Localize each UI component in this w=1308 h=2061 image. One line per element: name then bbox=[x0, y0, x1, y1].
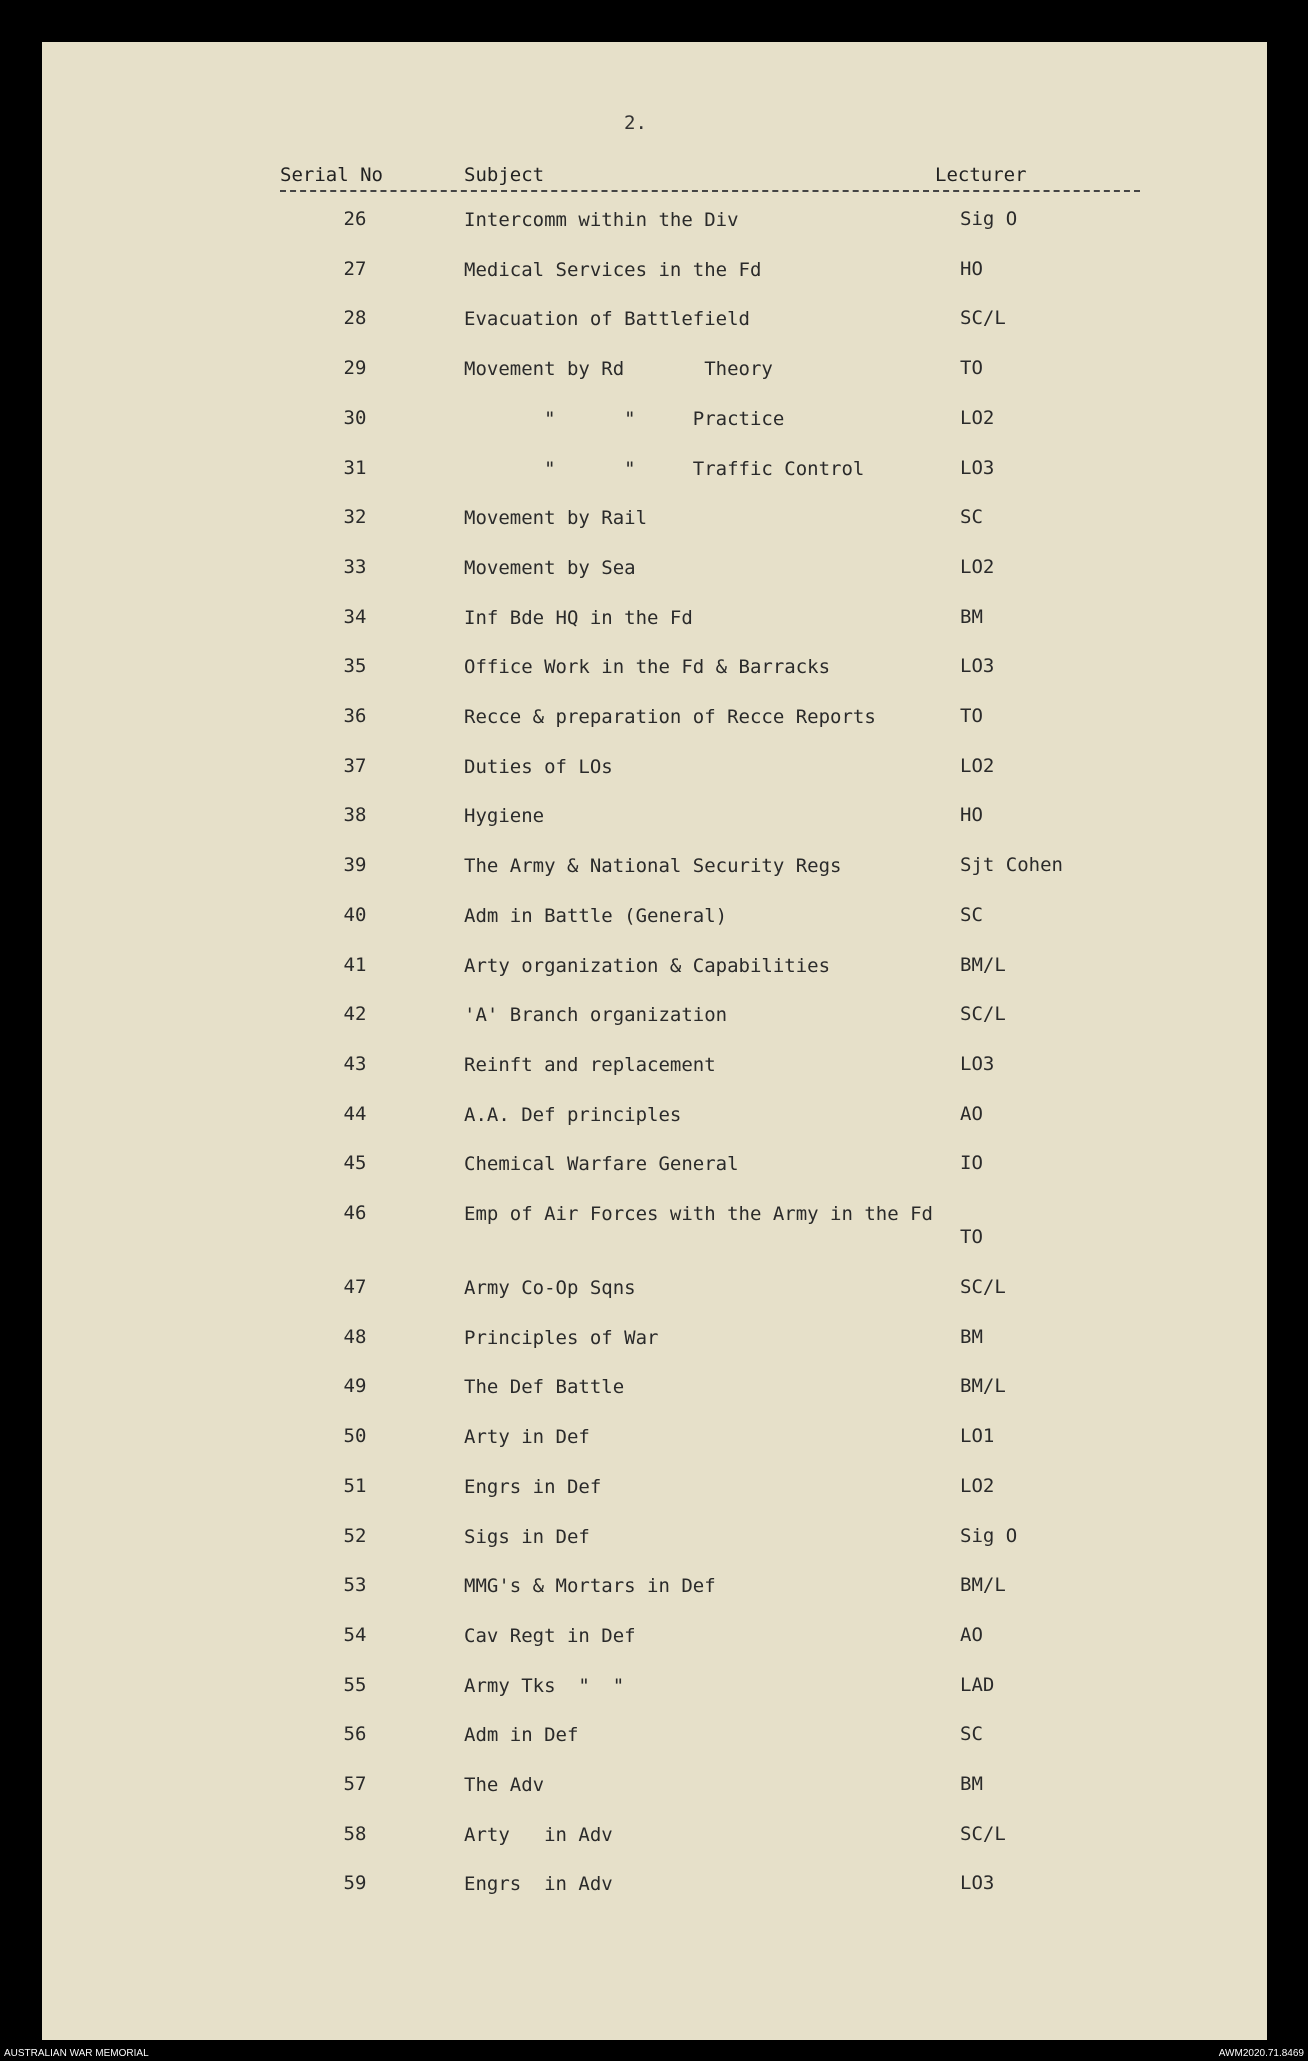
subject: Arty organization & Capabilities bbox=[464, 954, 831, 977]
subject: Medical Services in the Fd bbox=[464, 258, 762, 281]
subject: Evacuation of Battlefield bbox=[464, 308, 750, 331]
serial-number: 47 bbox=[343, 1276, 367, 1298]
serial-number: 55 bbox=[343, 1673, 367, 1696]
subject: Army Co-Op Sqns bbox=[464, 1277, 636, 1299]
serial-number: 41 bbox=[343, 953, 367, 976]
subject: Duties of LOs bbox=[464, 755, 613, 778]
lecturer: SC/L bbox=[960, 307, 1006, 330]
lecturer: LO2 bbox=[960, 1474, 995, 1497]
lecturer: SC bbox=[960, 903, 983, 926]
lecturer: TO bbox=[960, 705, 983, 727]
lecturer: BM/L bbox=[960, 1375, 1006, 1398]
header-serial: Serial No bbox=[280, 164, 383, 186]
lecturer: LO3 bbox=[960, 1872, 995, 1895]
serial-number: 56 bbox=[343, 1723, 367, 1746]
serial-number: 32 bbox=[343, 506, 367, 529]
header-rule bbox=[280, 190, 1140, 192]
subject: Arty in Adv bbox=[464, 1823, 613, 1846]
lecturer: LO3 bbox=[960, 655, 995, 678]
serial-number: 50 bbox=[343, 1425, 367, 1448]
header-subject: Subject bbox=[464, 164, 545, 186]
page-number: 2. bbox=[624, 112, 647, 134]
serial-number: 53 bbox=[343, 1574, 367, 1597]
serial-number: 54 bbox=[343, 1623, 367, 1646]
lecturer: HO bbox=[960, 804, 983, 827]
serial-number: 31 bbox=[343, 456, 367, 479]
serial-number: 57 bbox=[343, 1773, 367, 1795]
lecturer: BM bbox=[960, 1773, 983, 1795]
serial-number: 44 bbox=[343, 1102, 367, 1125]
subject: Emp of Air Forces with the Army in the Fd bbox=[464, 1203, 933, 1225]
serial-number: 46 bbox=[343, 1202, 367, 1224]
lecturer: TO bbox=[960, 1226, 983, 1248]
serial-number: 43 bbox=[343, 1052, 367, 1075]
subject: Arty in Def bbox=[464, 1426, 590, 1449]
footer-institution: AUSTRALIAN WAR MEMORIAL bbox=[4, 2048, 149, 2059]
lecturer: BM/L bbox=[960, 953, 1006, 976]
subject: Inf Bde HQ in the Fd bbox=[464, 606, 693, 629]
serial-number: 42 bbox=[343, 1003, 367, 1026]
lecturer: LO3 bbox=[960, 1052, 995, 1075]
serial-number: 45 bbox=[343, 1152, 367, 1175]
lecturer: LO1 bbox=[960, 1425, 995, 1448]
subject: The Adv bbox=[464, 1774, 545, 1796]
lecturer: Sig O bbox=[960, 208, 1018, 230]
subject: Movement by Sea bbox=[464, 556, 636, 579]
lecturer: LO2 bbox=[960, 555, 995, 578]
serial-number: 37 bbox=[343, 754, 367, 777]
subject: The Def Battle bbox=[464, 1376, 625, 1399]
serial-number: 38 bbox=[343, 804, 367, 827]
subject: Intercomm within the Div bbox=[464, 209, 739, 231]
header-lecturer: Lecturer bbox=[935, 164, 1027, 186]
serial-number: 52 bbox=[343, 1524, 367, 1547]
serial-number: 35 bbox=[343, 655, 367, 678]
serial-number: 26 bbox=[343, 208, 367, 230]
subject: Principles of War bbox=[464, 1326, 659, 1349]
subject: Movement by Rail bbox=[464, 507, 648, 530]
serial-number: 36 bbox=[343, 705, 367, 727]
document-page bbox=[42, 42, 1267, 2040]
lecturer: Sig O bbox=[960, 1524, 1018, 1547]
serial-number: 30 bbox=[343, 406, 367, 429]
serial-number: 58 bbox=[343, 1822, 367, 1845]
serial-number: 39 bbox=[343, 854, 367, 877]
subject: Office Work in the Fd & Barracks bbox=[464, 656, 831, 679]
lecturer: LO2 bbox=[960, 406, 995, 429]
lecturer: LO2 bbox=[960, 754, 995, 777]
serial-number: 34 bbox=[343, 605, 367, 628]
lecturer: AO bbox=[960, 1623, 983, 1646]
lecturer: IO bbox=[960, 1152, 983, 1175]
subject: Engrs in Adv bbox=[464, 1873, 613, 1896]
subject: Reinft and replacement bbox=[464, 1053, 716, 1076]
serial-number: 49 bbox=[343, 1375, 367, 1398]
subject: Army Tks " " bbox=[464, 1674, 625, 1697]
lecturer: SC/L bbox=[960, 1822, 1006, 1845]
subject: Adm in Battle (General) bbox=[464, 904, 728, 927]
subject: Recce & preparation of Recce Reports bbox=[464, 706, 876, 728]
subject: Cav Regt in Def bbox=[464, 1624, 636, 1647]
lecturer: BM bbox=[960, 1325, 983, 1348]
lecturer: TO bbox=[960, 357, 983, 380]
subject: Adm in Def bbox=[464, 1724, 579, 1747]
lecturer: SC bbox=[960, 506, 983, 529]
serial-number: 59 bbox=[343, 1872, 367, 1895]
subject: " " Practice bbox=[464, 407, 785, 430]
serial-number: 51 bbox=[343, 1474, 367, 1497]
serial-number: 33 bbox=[343, 555, 367, 578]
lecturer: SC/L bbox=[960, 1276, 1006, 1298]
subject: Engrs in Def bbox=[464, 1475, 602, 1498]
lecturer: SC bbox=[960, 1723, 983, 1746]
subject: MMG's & Mortars in Def bbox=[464, 1575, 716, 1598]
lecturer: AO bbox=[960, 1102, 983, 1125]
serial-number: 48 bbox=[343, 1325, 367, 1348]
subject: Movement by Rd Theory bbox=[464, 358, 773, 381]
subject: Hygiene bbox=[464, 805, 545, 828]
lecturer: Sjt Cohen bbox=[960, 854, 1063, 877]
lecturer: SC/L bbox=[960, 1003, 1006, 1026]
serial-number: 27 bbox=[343, 257, 367, 280]
lecturer: HO bbox=[960, 257, 983, 280]
lecturer: BM/L bbox=[960, 1574, 1006, 1597]
subject: Chemical Warfare General bbox=[464, 1153, 739, 1176]
serial-number: 40 bbox=[343, 903, 367, 926]
subject: A.A. Def principles bbox=[464, 1103, 682, 1126]
serial-number: 28 bbox=[343, 307, 367, 330]
lecturer: LO3 bbox=[960, 456, 995, 479]
subject: 'A' Branch organization bbox=[464, 1004, 728, 1027]
subject: " " Traffic Control bbox=[464, 457, 865, 480]
lecturer: BM bbox=[960, 605, 983, 628]
lecturer: LAD bbox=[960, 1673, 995, 1696]
subject: The Army & National Security Regs bbox=[464, 855, 842, 878]
footer-accession: AWM2020.71.8469 bbox=[1218, 2048, 1304, 2059]
subject: Sigs in Def bbox=[464, 1525, 590, 1548]
serial-number: 29 bbox=[343, 357, 367, 380]
